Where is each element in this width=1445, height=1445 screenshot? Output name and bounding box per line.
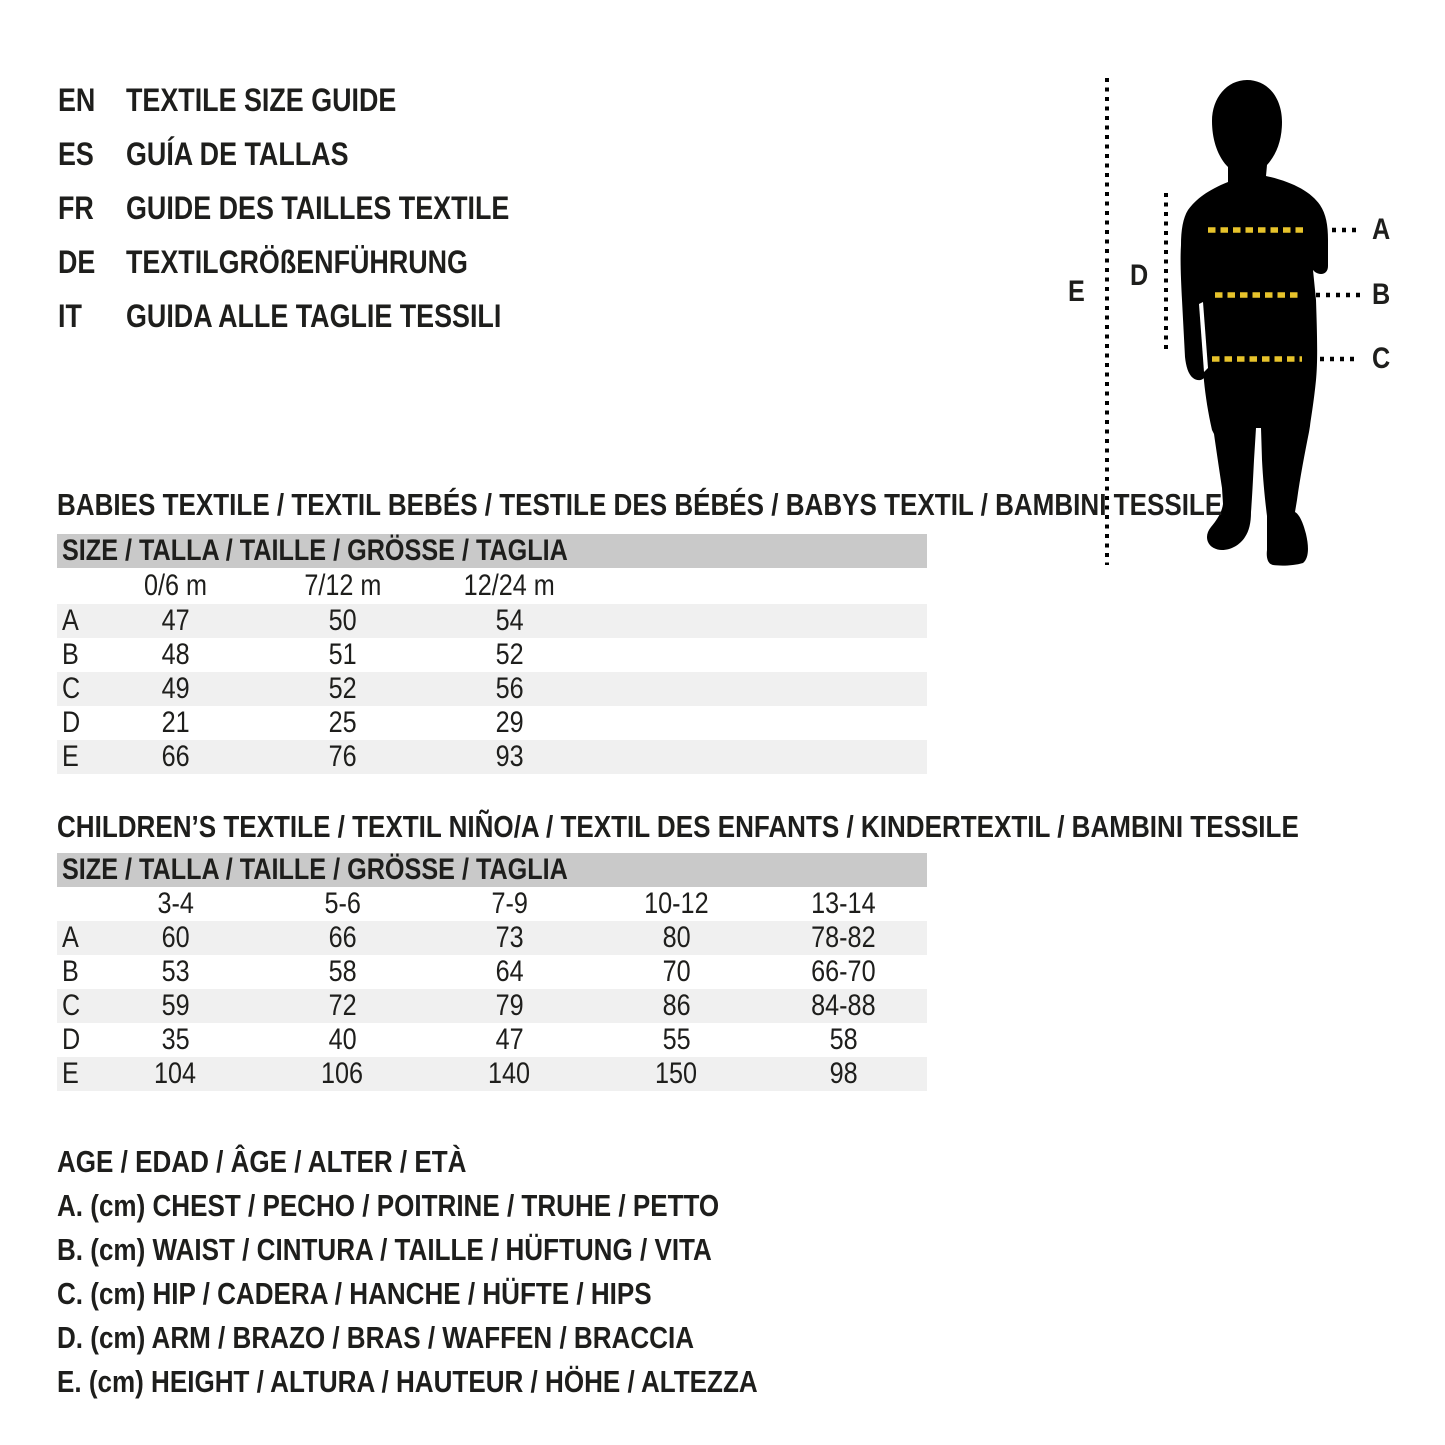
babies-size-table xyxy=(57,534,927,774)
size-value: 70 xyxy=(662,955,691,988)
figure-label-chest-a: A xyxy=(1372,213,1391,246)
babies-size-header-bar: SIZE / TALLA / TAILLE / GRÖSSE / TAGLIA xyxy=(57,534,927,568)
size-value: 29 xyxy=(495,706,524,739)
legend-chest-a: A. (cm) CHEST / PECHO / POITRINE / TRUHE / PETTO xyxy=(57,1188,720,1223)
language-title: GUIDE DES TAILLES TEXTILE xyxy=(126,190,510,226)
size-value: 106 xyxy=(321,1057,364,1090)
size-value: 72 xyxy=(328,989,357,1022)
size-value: 73 xyxy=(495,921,524,954)
language-code: DE xyxy=(58,244,96,280)
size-value: 35 xyxy=(161,1023,190,1056)
table-row-e: E 66 76 93 xyxy=(57,740,927,774)
column-header: 5-6 xyxy=(324,887,361,920)
size-value: 98 xyxy=(829,1057,858,1090)
size-value: 79 xyxy=(495,989,524,1022)
table-row-d: D 21 25 29 xyxy=(57,706,927,740)
size-value: 66-70 xyxy=(811,955,876,988)
size-value: 21 xyxy=(161,706,190,739)
size-value: 66 xyxy=(161,740,190,773)
figure-label-hip-c: C xyxy=(1372,342,1391,375)
size-value: 53 xyxy=(161,955,190,988)
children-size-header-bar: SIZE / TALLA / TAILLE / GRÖSSE / TAGLIA xyxy=(57,853,927,887)
size-value: 58 xyxy=(328,955,357,988)
table-row-b: B 48 51 52 xyxy=(57,638,927,672)
language-code: ES xyxy=(58,136,94,172)
language-title: GUÍA DE TALLAS xyxy=(126,136,349,172)
table-row-c: C 59 72 79 86 84-88 xyxy=(57,989,927,1023)
column-header: 12/24 m xyxy=(463,569,556,602)
size-value: 55 xyxy=(662,1023,691,1056)
size-value: 48 xyxy=(161,638,190,671)
size-value: 56 xyxy=(495,672,524,705)
legend-arm-d: D. (cm) ARM / BRAZO / BRAS / WAFFEN / BRACCIA xyxy=(57,1320,695,1355)
size-value: 80 xyxy=(662,921,691,954)
language-title: TEXTILE SIZE GUIDE xyxy=(126,82,397,118)
column-header: 3-4 xyxy=(157,887,194,920)
table-row-e: E 104 106 140 150 98 xyxy=(57,1057,927,1091)
size-value: 47 xyxy=(161,604,190,637)
size-value: 150 xyxy=(655,1057,698,1090)
size-value: 59 xyxy=(161,989,190,1022)
legend-hip-c: C. (cm) HIP / CADERA / HANCHE / HÜFTE / HIPS xyxy=(57,1276,652,1311)
language-row-fr xyxy=(58,181,582,235)
size-value: 86 xyxy=(662,989,691,1022)
babies-column-header-row xyxy=(57,568,927,604)
size-value: 52 xyxy=(328,672,357,705)
size-value: 52 xyxy=(495,638,524,671)
size-value: 93 xyxy=(495,740,524,773)
column-header: 13-14 xyxy=(811,887,876,920)
size-value: 58 xyxy=(829,1023,858,1056)
language-row-it xyxy=(58,289,582,343)
size-value: 40 xyxy=(328,1023,357,1056)
table-row-b: B 53 58 64 70 66-70 xyxy=(57,955,927,989)
table-row-a: A 47 50 54 xyxy=(57,604,927,638)
size-value: 76 xyxy=(328,740,357,773)
figure-label-arm-d: D xyxy=(1130,259,1149,292)
table-row-a: A 60 66 73 80 78-82 xyxy=(57,921,927,955)
size-value: 50 xyxy=(328,604,357,637)
size-value: 64 xyxy=(495,955,524,988)
babies-section-heading: BABIES TEXTILE / TEXTIL BEBÉS / TESTILE DES BÉBÉS / BABYS TEXTIL / BAMBINI TESSILE xyxy=(57,487,1223,522)
column-header: 0/6 m xyxy=(143,569,208,602)
language-title: TEXTILGRÖßENFÜHRUNG xyxy=(126,244,468,280)
size-value: 140 xyxy=(488,1057,531,1090)
table-row-d: D 35 40 47 55 58 xyxy=(57,1023,927,1057)
measurement-legend xyxy=(57,1140,891,1404)
language-row-en xyxy=(58,73,582,127)
column-header: 7-9 xyxy=(491,887,528,920)
language-code: FR xyxy=(58,190,94,226)
size-value: 78-82 xyxy=(811,921,876,954)
language-title: GUIDA ALLE TAGLIE TESSILI xyxy=(126,298,502,334)
table-row-c: C 49 52 56 xyxy=(57,672,927,706)
size-value: 47 xyxy=(495,1023,524,1056)
children-column-header-row xyxy=(57,887,927,921)
language-title-list xyxy=(58,73,582,343)
column-header: 10-12 xyxy=(644,887,709,920)
size-value: 51 xyxy=(328,638,357,671)
language-code: IT xyxy=(58,298,82,334)
legend-waist-b: B. (cm) WAIST / CINTURA / TAILLE / HÜFTUNG / VITA xyxy=(57,1232,712,1267)
column-header: 7/12 m xyxy=(303,569,382,602)
language-row-de xyxy=(58,235,582,289)
figure-label-waist-b: B xyxy=(1372,278,1391,311)
legend-age: AGE / EDAD / ÂGE / ALTER / ETÀ xyxy=(57,1144,467,1179)
size-value: 104 xyxy=(154,1057,197,1090)
size-value: 54 xyxy=(495,604,524,637)
children-size-table xyxy=(57,853,927,1091)
size-value: 84-88 xyxy=(811,989,876,1022)
language-code: EN xyxy=(58,82,96,118)
size-value: 49 xyxy=(161,672,190,705)
size-value: 60 xyxy=(161,921,190,954)
size-value: 66 xyxy=(328,921,357,954)
language-row-es xyxy=(58,127,582,181)
children-section-heading: CHILDREN’S TEXTILE / TEXTIL NIÑO/A / TEXTIL DES ENFANTS / KINDERTEXTIL / BAMBINI TESSILE xyxy=(57,809,1299,844)
legend-height-e: E. (cm) HEIGHT / ALTURA / HAUTEUR / HÖHE / ALTEZZA xyxy=(57,1364,758,1399)
figure-label-height-e: E xyxy=(1068,275,1085,308)
size-value: 25 xyxy=(328,706,357,739)
